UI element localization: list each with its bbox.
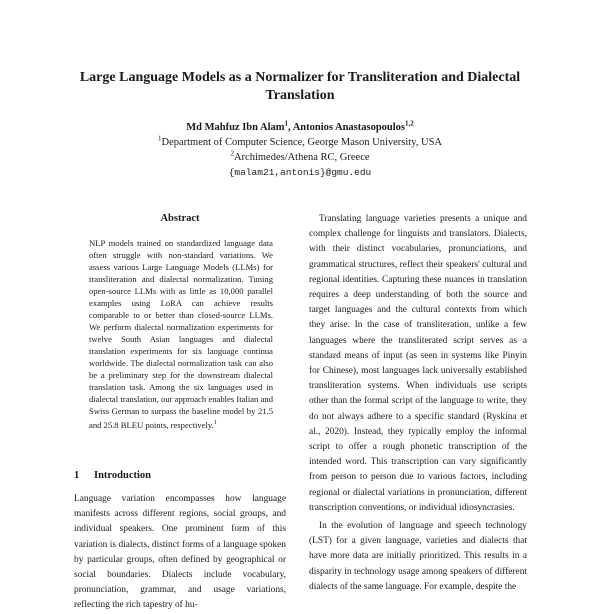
affiliation-2: [60, 150, 540, 165]
abstract-paragraph: NLP models trained on standardized language data often struggle with non-standard variations. We assess various Large Language Models (LLMs) for transliteration and dialectal normalization. Tuning open-source LLMs with as little as 10,000 parallel examples using LoRA can achieve results comparable to or better than closed-source LLMs. We perform dialectal normalization experiments for twelve South Asian languages and dialectal translation experiments for six language continua worldwide. The dialectal normalization task can also be a preliminary step for the downstream dialectal translation task. Among the six languages used in dialectal translation, our approach enables Italian and Swiss German to surpass the baseline model by 21.5 and 25.8 BLEU points, respectively.: [89, 238, 273, 430]
section-title: Introduction: [94, 470, 151, 481]
right-column: [309, 212, 527, 595]
affiliation-2-text: Archimedes/Athena RC, Greece: [233, 152, 370, 163]
author-2: Antonios Anastasopoulos: [292, 122, 406, 133]
author-block: [60, 120, 540, 180]
footnote-mark: 1: [213, 419, 217, 426]
abstract-heading: Abstract: [160, 213, 200, 224]
abstract-body: [89, 237, 273, 431]
right-paragraph-2: In the evolution of language and speech technology (LST) for a given language, varieties and dialects that have more data are initially prioritized. This results in a disparity in technology usage among speakers of different dialects of the same language. For example, despite the: [309, 521, 527, 592]
affiliation-1-text: Department of Computer Science, George Mason University, USA: [161, 137, 443, 148]
right-paragraph-1: Translating language varieties presents a unique and complex challenge for linguists and translators. Dialects, with their distinct vocabularies, pronunciations, and grammatical structures, reflect their speakers' cultural and regional identities. Capturing these nuances in translation requires a deep understanding of both the source and target languages and the cultural contexts from which they arise. In the case of transliteration, unlike a few languages where the transliterated script serves as a standard means of input (as seen in systems like Pinyin for Chinese), most languages lack universally established transliteration systems. When individuals use scripts other than the formal script of the language to write, they do not always adhere to a specific standard (Ryskina et al., 2020). Instead, they typically employ the informal script to offer a rough phonetic transcription of the intended word. This transcription can vary significantly from person to person due to various factors, including regional or dialectal variations in pronunciation, different transcription conventions, or individual idiosyncrasies.: [309, 214, 527, 513]
author-names: [60, 120, 540, 135]
section-heading-introduction: [74, 469, 286, 483]
intro-left-column: [74, 492, 286, 614]
abstract-text: [89, 237, 273, 431]
author-2-affil: 1,2: [405, 119, 414, 128]
author-separator: ,: [288, 122, 293, 133]
author-1-affil: 1: [284, 119, 289, 128]
affiliation-1: [60, 135, 540, 150]
author-email: {malam21,antonis}@gmu.edu: [228, 167, 372, 178]
affiliation-1-mark: 1: [157, 134, 162, 143]
author-1: Md Mahfuz Ibn Alam: [186, 122, 285, 133]
section-number: 1: [74, 470, 80, 481]
intro-paragraph-1: Language variation encompasses how language manifests across different regions, social groups, and individual speakers. One prominent form of this variation is dialects, distinct forms of a language spoken by particular groups, often defined by geographical or social boundaries. Dialects include vocabulary, pronunciation, grammar, and usage variations, reflecting the rich tapestry of hu-: [74, 494, 286, 611]
affiliation-2-mark: 2: [230, 149, 234, 158]
paper-title: Large Language Models as a Normalizer for Transliteration and Dialectal Translation: [79, 70, 521, 103]
